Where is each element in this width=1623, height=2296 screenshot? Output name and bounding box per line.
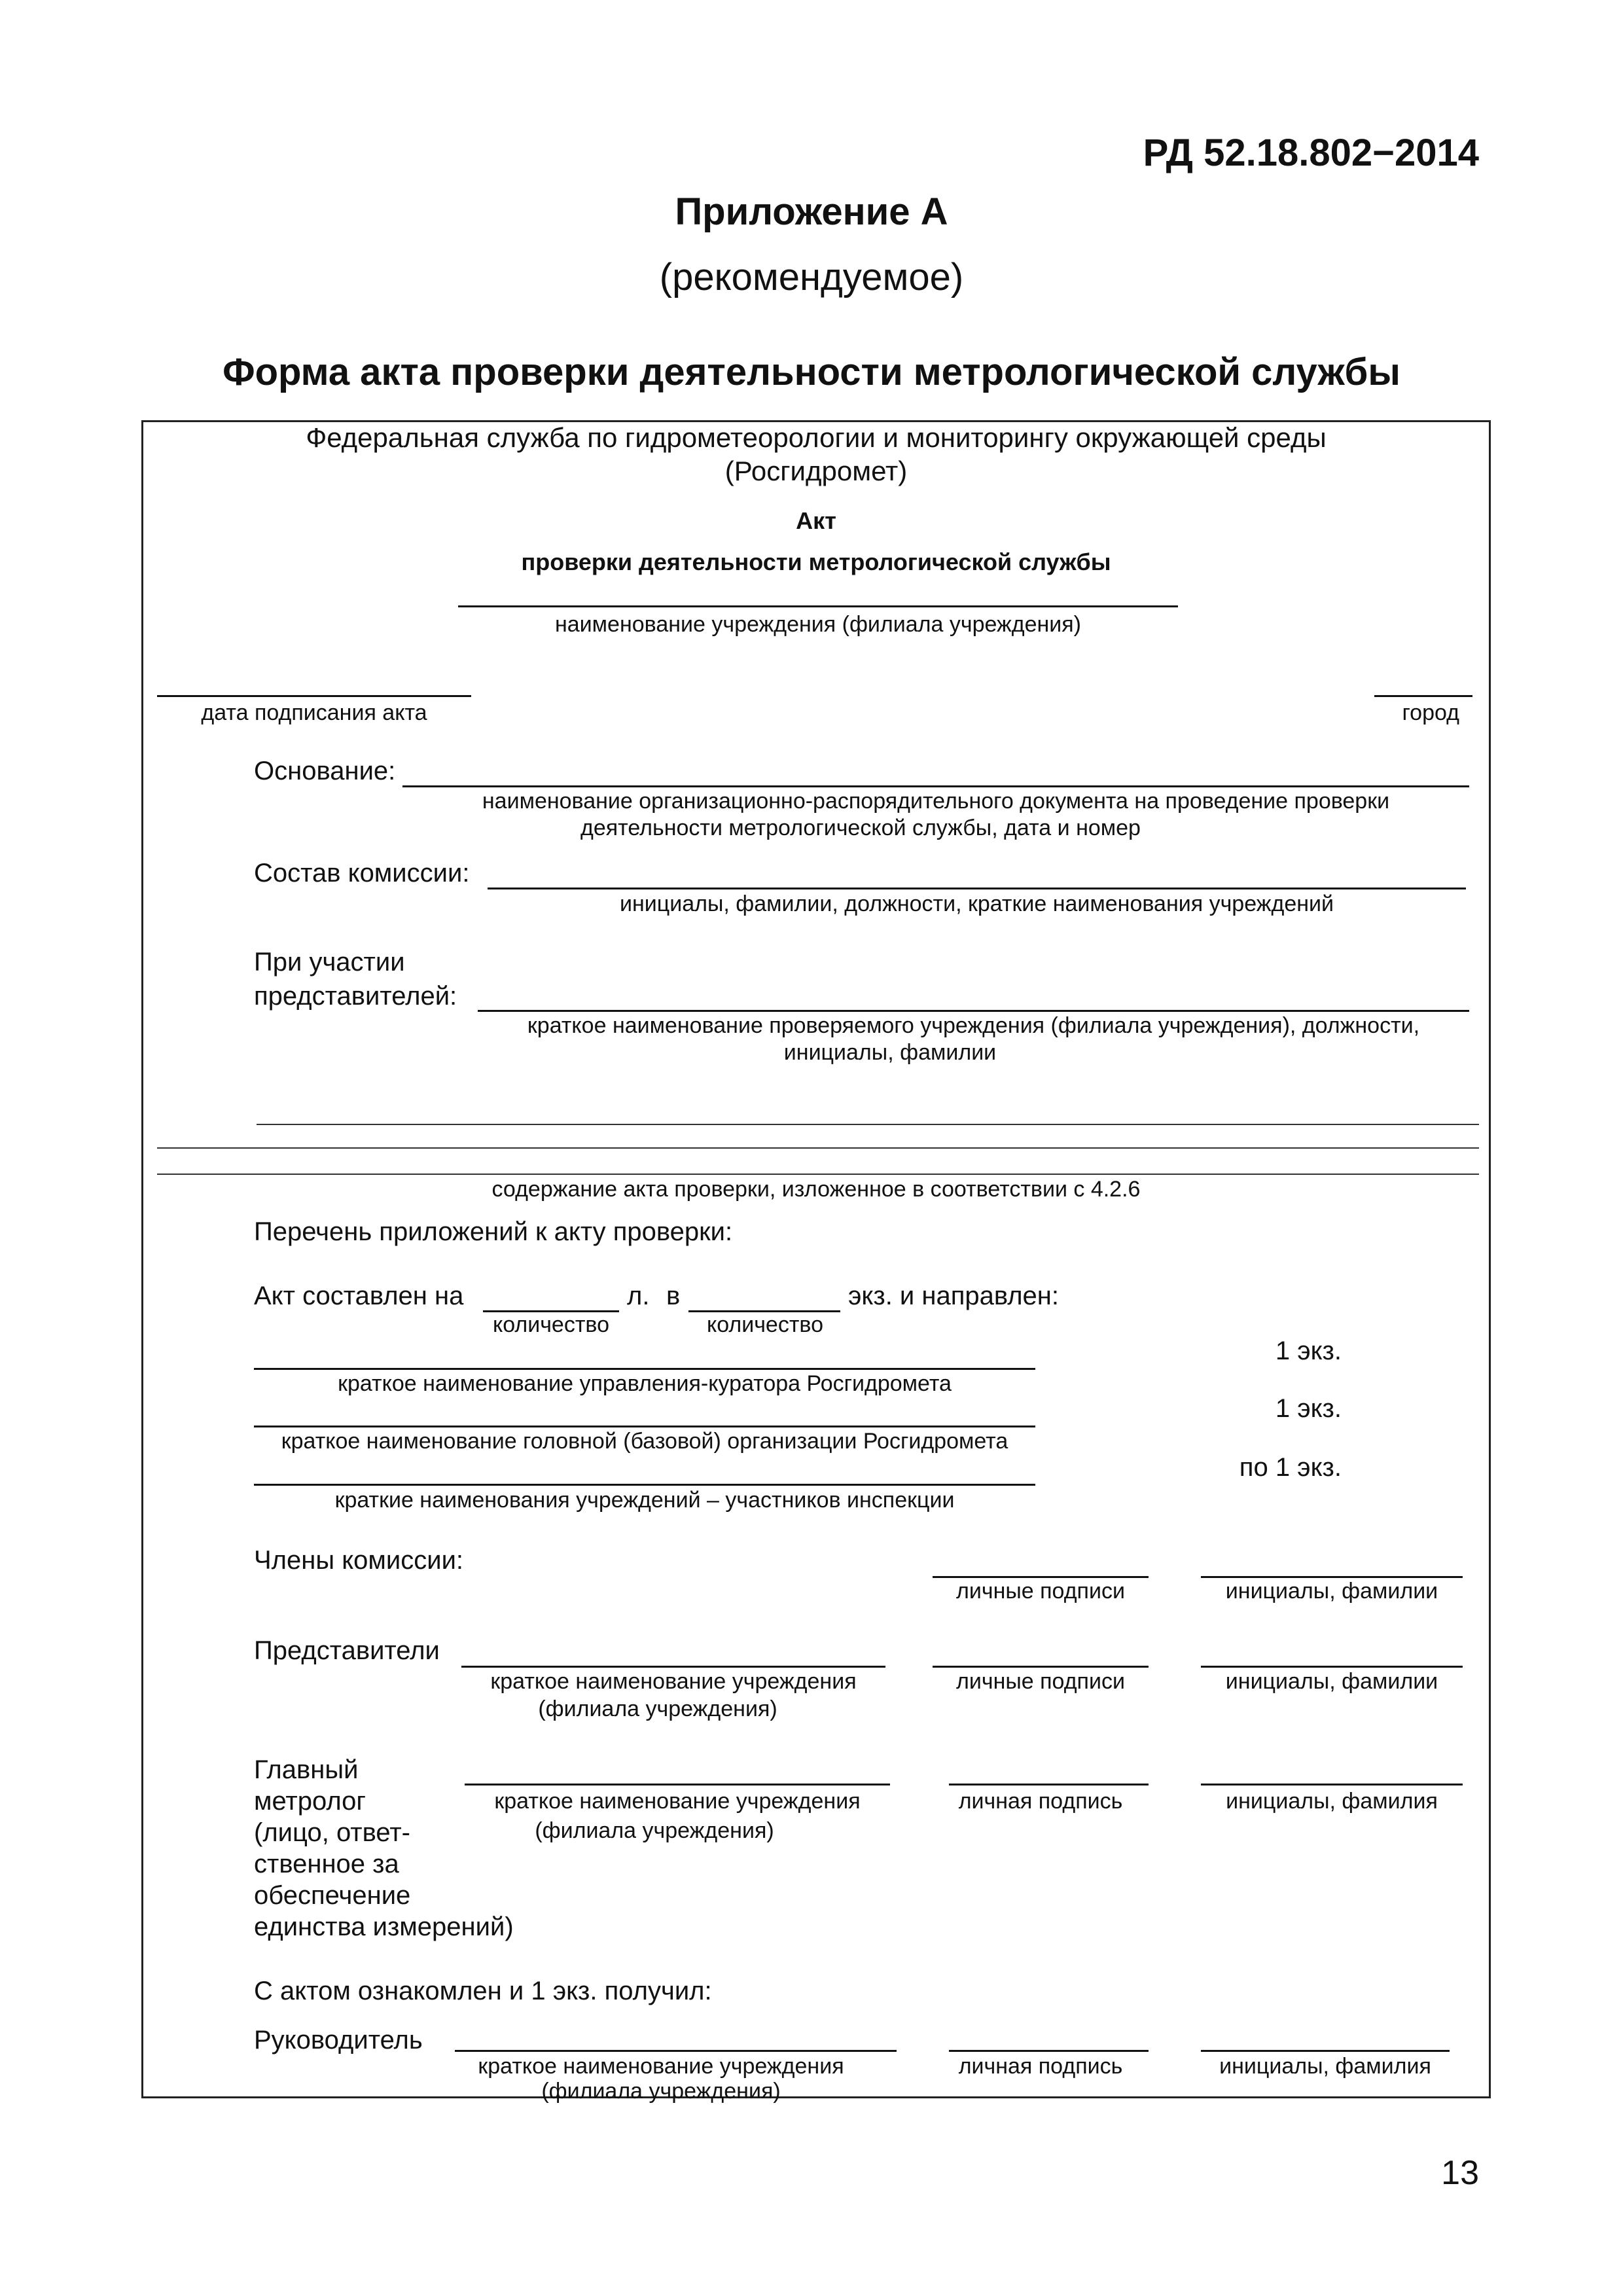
- participation-label-2: представителей:: [254, 982, 457, 1011]
- representatives-institution-caption-2: (филиала учреждения): [538, 1696, 777, 1721]
- chief-label-line: ственное за: [254, 1850, 399, 1878]
- chief-label-line: обеспечение: [254, 1881, 411, 1910]
- agency-short-name: (Росгидромет): [724, 456, 908, 486]
- members-names-line: [1201, 1576, 1463, 1578]
- basis-caption-2: деятельности метрологической службы, дата и номер: [580, 816, 1141, 840]
- participation-caption-2: инициалы, фамилии: [783, 1040, 997, 1065]
- document-code: РД 52.18.802−2014: [1143, 132, 1479, 174]
- appendix-status: (рекомендуемое): [659, 256, 964, 298]
- chief-institution-caption-2: (филиала учреждения): [535, 1818, 774, 1843]
- content-line-1: [257, 1124, 1479, 1125]
- members-signature-line: [933, 1576, 1149, 1578]
- chief-signature-caption: личная подпись: [958, 1789, 1123, 1814]
- distribution-copies-2: 1 экз.: [1275, 1394, 1342, 1423]
- appendix-title: Приложение А: [675, 190, 948, 233]
- chief-name-line: [1201, 1784, 1463, 1785]
- attachments-label: Перечень приложений к акту проверки:: [254, 1217, 733, 1246]
- head-institution-caption-1: краткое наименование учреждения: [478, 2054, 844, 2079]
- head-institution-caption-2: (филиала учреждения): [541, 2079, 781, 2104]
- copies-quantity-caption: количество: [706, 1312, 824, 1337]
- basis-line: [402, 785, 1469, 787]
- institution-caption: наименование учреждения (филиала учреждения): [555, 612, 1081, 637]
- form-title: Форма акта проверки деятельности метрологической службы: [223, 351, 1400, 393]
- representatives-institution-caption-1: краткое наименование учреждения: [490, 1669, 857, 1694]
- sheets-quantity-caption: количество: [492, 1312, 610, 1337]
- distribution-copies-3: по 1 экз.: [1239, 1453, 1342, 1482]
- representatives-signature-line: [933, 1666, 1149, 1668]
- compiled-suffix: экз. и направлен:: [848, 1282, 1059, 1310]
- date-line: [157, 695, 471, 697]
- head-name-line: [1201, 2050, 1450, 2052]
- act-heading: Акт: [796, 507, 836, 534]
- commission-label: Состав комиссии:: [254, 859, 470, 888]
- compiled-in: в: [666, 1282, 681, 1310]
- members-signatures-caption: личные подписи: [956, 1579, 1125, 1604]
- act-subtitle: проверки деятельности метрологической службы: [521, 548, 1111, 575]
- head-signature-line: [949, 2050, 1149, 2052]
- chief-metrologist-label: [254, 1754, 514, 1943]
- compiled-sheets: л.: [627, 1282, 650, 1310]
- compiled-prefix: Акт составлен на: [254, 1282, 464, 1310]
- chief-label-line: (лицо, ответ-: [254, 1818, 410, 1847]
- content-caption: содержание акта проверки, изложенное в соответствии с 4.2.6: [491, 1177, 1141, 1202]
- chief-label-line: единства измерений): [254, 1912, 514, 1941]
- representatives-institution-line: [461, 1666, 885, 1668]
- date-caption: дата подписания акта: [201, 700, 427, 725]
- basis-caption-1: наименование организационно-распорядительного документа на проведение проверки: [482, 789, 1390, 814]
- distribution-line-2: [254, 1426, 1035, 1427]
- head-institution-line: [455, 2050, 897, 2052]
- distribution-line-1: [254, 1368, 1035, 1370]
- distribution-line-3: [254, 1484, 1035, 1486]
- city-caption: город: [1402, 700, 1459, 725]
- commission-line: [488, 888, 1466, 889]
- distribution-caption-1: краткое наименование управления-куратора Росгидромета: [338, 1371, 952, 1396]
- page-number: 13: [1441, 2154, 1479, 2192]
- chief-institution-line: [465, 1784, 890, 1785]
- members-label: Члены комиссии:: [254, 1546, 464, 1575]
- basis-label: Основание:: [254, 757, 396, 785]
- content-line-3: [157, 1174, 1479, 1175]
- representatives-label: Представители: [254, 1636, 440, 1665]
- city-line: [1374, 695, 1472, 697]
- acknowledged-label: С актом ознакомлен и 1 экз. получил:: [254, 1977, 712, 2005]
- chief-institution-caption-1: краткое наименование учреждения: [494, 1789, 861, 1814]
- agency-name: Федеральная служба по гидрометеорологии и мониторингу окружающей среды: [306, 422, 1327, 453]
- representatives-names-line: [1201, 1666, 1463, 1668]
- head-signature-caption: личная подпись: [958, 2054, 1123, 2079]
- representatives-names-caption: инициалы, фамилии: [1225, 1669, 1438, 1694]
- representatives-signatures-caption: личные подписи: [956, 1669, 1125, 1694]
- chief-signature-line: [949, 1784, 1149, 1785]
- participation-caption-1: краткое наименование проверяемого учреждения (филиала учреждения), должности,: [527, 1013, 1420, 1038]
- chief-label-line: Главный: [254, 1755, 359, 1784]
- chief-name-caption: инициалы, фамилия: [1226, 1789, 1438, 1814]
- institution-line: [458, 605, 1178, 607]
- participation-line: [478, 1010, 1469, 1012]
- content-line-2: [157, 1147, 1479, 1149]
- distribution-caption-2: краткое наименование головной (базовой) организации Росгидромета: [281, 1429, 1008, 1454]
- members-names-caption: инициалы, фамилии: [1225, 1579, 1438, 1604]
- commission-caption: инициалы, фамилии, должности, краткие наименования учреждений: [619, 891, 1334, 916]
- participation-label-1: При участии: [254, 948, 405, 977]
- head-label: Руководитель: [254, 2026, 423, 2054]
- chief-label-line: метролог: [254, 1787, 366, 1816]
- head-name-caption: инициалы, фамилия: [1219, 2054, 1431, 2079]
- distribution-copies-1: 1 экз.: [1275, 1336, 1342, 1365]
- distribution-caption-3: краткие наименования учреждений – участников инспекции: [334, 1488, 955, 1513]
